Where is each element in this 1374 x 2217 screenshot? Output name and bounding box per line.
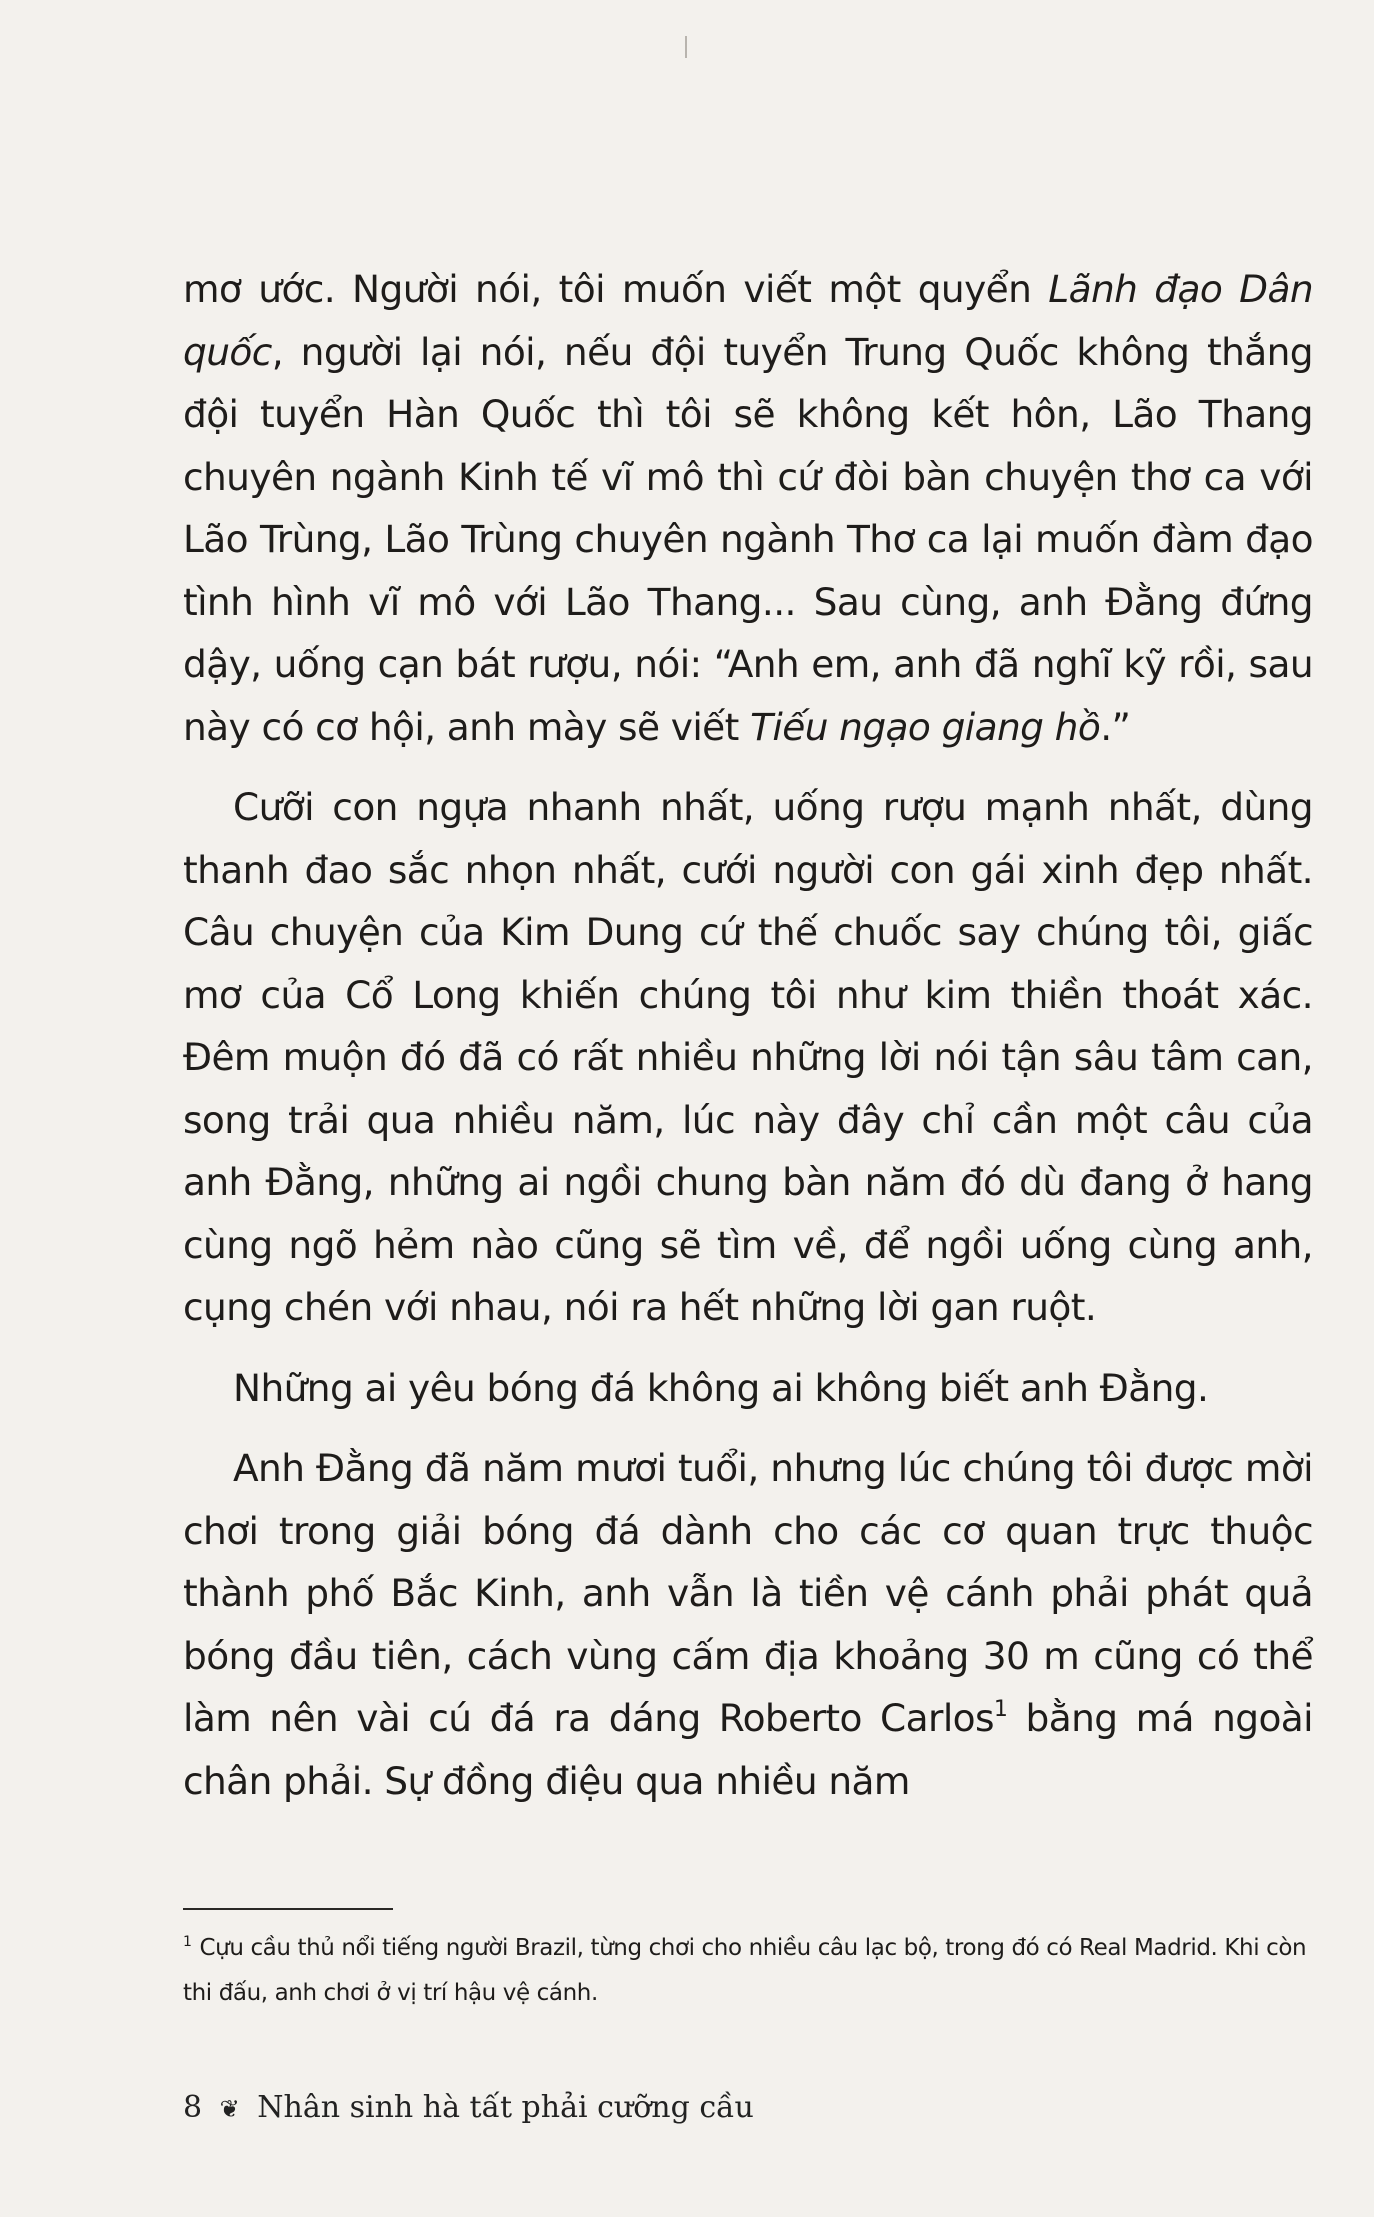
text-run: , người lại nói, nếu đội tuyển Trung Quốc không thắng đội tuyển Hàn Quốc thì tôi sẽ không kết hôn, Lão Thang chuyên ngành Kinh tế vĩ mô thì cứ đòi bàn chuyện thơ ca với Lão Trùng, Lão Trùng chuyên ngành Thơ ca lại muốn đàm đạo tình hình vĩ mô với Lão Thang... Sau cùng, anh Đằng đứng dậy, uống cạn bát rượu, nói: “Anh em, anh đã nghĩ kỹ rồi, sau này có cơ hội, anh mày sẽ viết (183, 329, 1313, 749)
paragraph (183, 1357, 1313, 1420)
italic-title: Tiếu ngạo giang hồ (750, 704, 1101, 749)
paragraph (183, 258, 1313, 758)
book-title: Nhân sinh hà tất phải cưỡng cầu (257, 2090, 754, 2125)
text-run: Anh Đằng đã năm mươi tuổi, nhưng lúc chúng tôi được mời chơi trong giải bóng đá dành cho các cơ quan trực thuộc thành phố Bắc Kinh, anh vẫn là tiền vệ cánh phải phát quả bóng đầu tiên, cách vùng cấm địa khoảng 30 m cũng có thể làm nên vài cú đá ra dáng Roberto Carlos (183, 1446, 1313, 1740)
paragraph (183, 776, 1313, 1339)
footnote-text: Cựu cầu thủ nổi tiếng người Brazil, từng chơi cho nhiều câu lạc bộ, trong đó có Real Madrid. Khi còn thi đấu, anh chơi ở vị trí hậu vệ cánh. (183, 1935, 1307, 2006)
italic-title: Lãnh đạo Dân quốc (183, 267, 1313, 374)
text-run: mơ ước. Người nói, tôi muốn viết một quyển (183, 267, 1049, 311)
text-run: .” (1100, 704, 1131, 749)
text-run: Cưỡi con ngựa nhanh nhất, uống rượu mạnh nhất, dùng thanh đao sắc nhọn nhất, cưới người con gái xinh đẹp nhất. Câu chuyện của Kim Dung cứ thế chuốc say chúng tôi, giấc mơ của Cổ Long khiến chúng tôi như kim thiền thoát xác. Đêm muộn đó đã có rất nhiều những lời nói tận sâu tâm can, song trải qua nhiều năm, lúc này đây chỉ cần một câu của anh Đằng, những ai ngồi chung bàn năm đó dù đang ở hang cùng ngõ hẻm nào cũng sẽ tìm về, để ngồi uống cùng anh, cụng chén với nhau, nói ra hết những lời gan ruột. (183, 785, 1313, 1329)
running-footer (183, 2090, 754, 2125)
footnote-reference: 1 (993, 1697, 1008, 1722)
footnote-marker: 1 (183, 1934, 192, 1950)
ornament-icon: ❦ (219, 2095, 240, 2123)
body-text (183, 258, 1313, 1812)
text-run: bằng má ngoài chân phải. Sự đồng điệu qua nhiều năm (183, 1696, 1314, 1803)
paragraph (183, 1437, 1313, 1812)
page-number: 8 (183, 2090, 203, 2125)
footnote-rule (183, 1908, 393, 1910)
page-edge-mark (685, 36, 687, 58)
text-run: Những ai yêu bóng đá không ai không biết anh Đằng. (233, 1365, 1209, 1410)
footnote (183, 1920, 1313, 2016)
